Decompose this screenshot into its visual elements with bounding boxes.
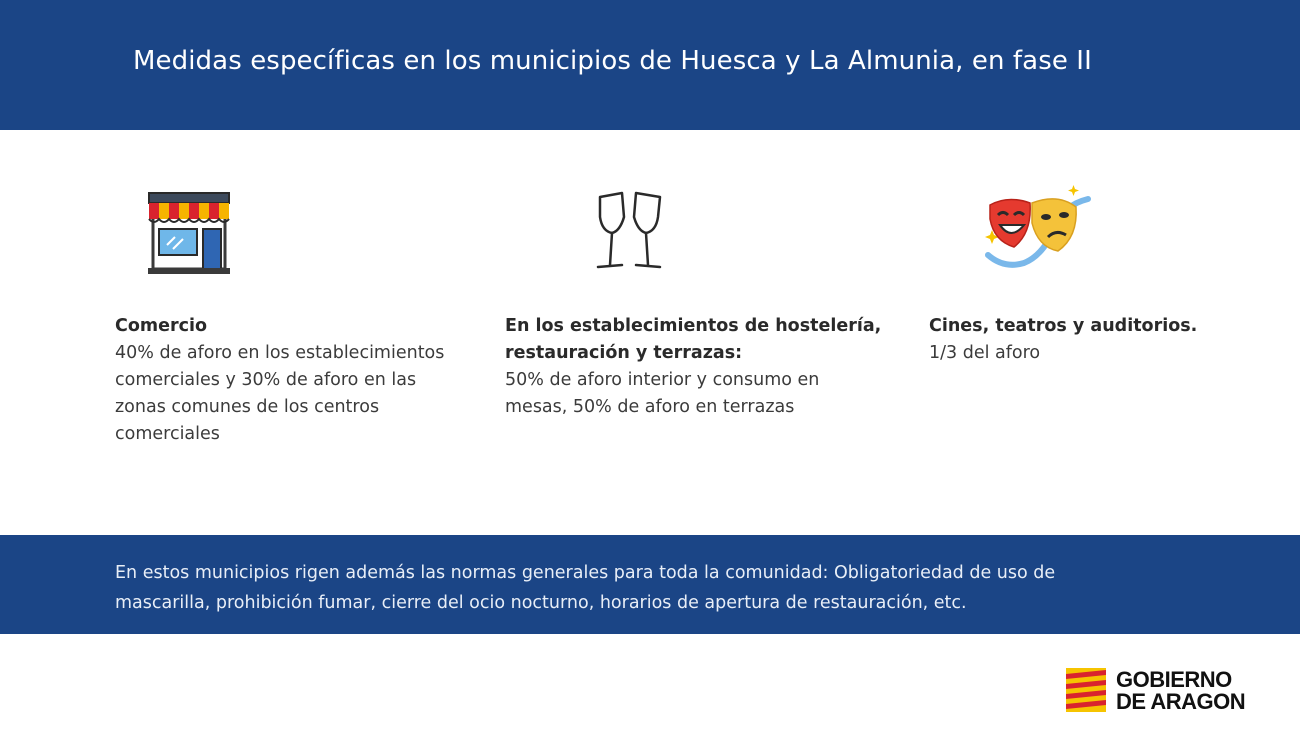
commerce-body-line: zonas comunes de los centros xyxy=(115,397,380,417)
footer-line: En estos municipios rigen además las normas generales para toda la comunidad: Obligatoriedad de uso de xyxy=(115,563,1056,583)
general-rules-note xyxy=(115,558,1195,618)
hospitality-heading-line: restauración y terrazas: xyxy=(505,343,743,363)
hospitality-text xyxy=(505,313,895,421)
commerce-body-line: 40% de aforo en los establecimientos xyxy=(115,343,445,363)
culture-text xyxy=(929,313,1259,367)
header-band xyxy=(0,0,1300,130)
logo-line: DE ARAGON xyxy=(1116,689,1246,714)
commerce-body-line: comerciales xyxy=(115,424,220,444)
page-title: Medidas específicas en los municipios de Huesca y La Almunia, en fase II xyxy=(133,46,1092,76)
footer-note-band xyxy=(0,535,1300,634)
hospitality-body-line: mesas, 50% de aforo en terrazas xyxy=(505,397,795,417)
hospitality-body-line: 50% de aforo interior y consumo en xyxy=(505,370,820,390)
commerce-heading: Comercio xyxy=(115,316,207,336)
theater-masks-icon xyxy=(984,185,1084,280)
logo-line: GOBIERNO xyxy=(1116,667,1232,692)
footer-line: mascarilla, prohibición fumar, cierre del ocio nocturno, horarios de apertura de restauración, etc. xyxy=(115,593,967,613)
gobierno-aragon-logo xyxy=(1066,668,1266,718)
culture-body-line: 1/3 del aforo xyxy=(929,343,1041,363)
culture-heading: Cines, teatros y auditorios. xyxy=(929,316,1198,336)
wine-glasses-icon xyxy=(590,185,690,280)
commerce-body-line: comerciales y 30% de aforo en las xyxy=(115,370,417,390)
shop-icon xyxy=(145,185,245,280)
hospitality-heading-line: En los establecimientos de hostelería, xyxy=(505,316,882,336)
logo-wordmark xyxy=(1116,669,1245,713)
commerce-text xyxy=(115,313,485,448)
aragon-flag-icon xyxy=(1066,668,1110,712)
